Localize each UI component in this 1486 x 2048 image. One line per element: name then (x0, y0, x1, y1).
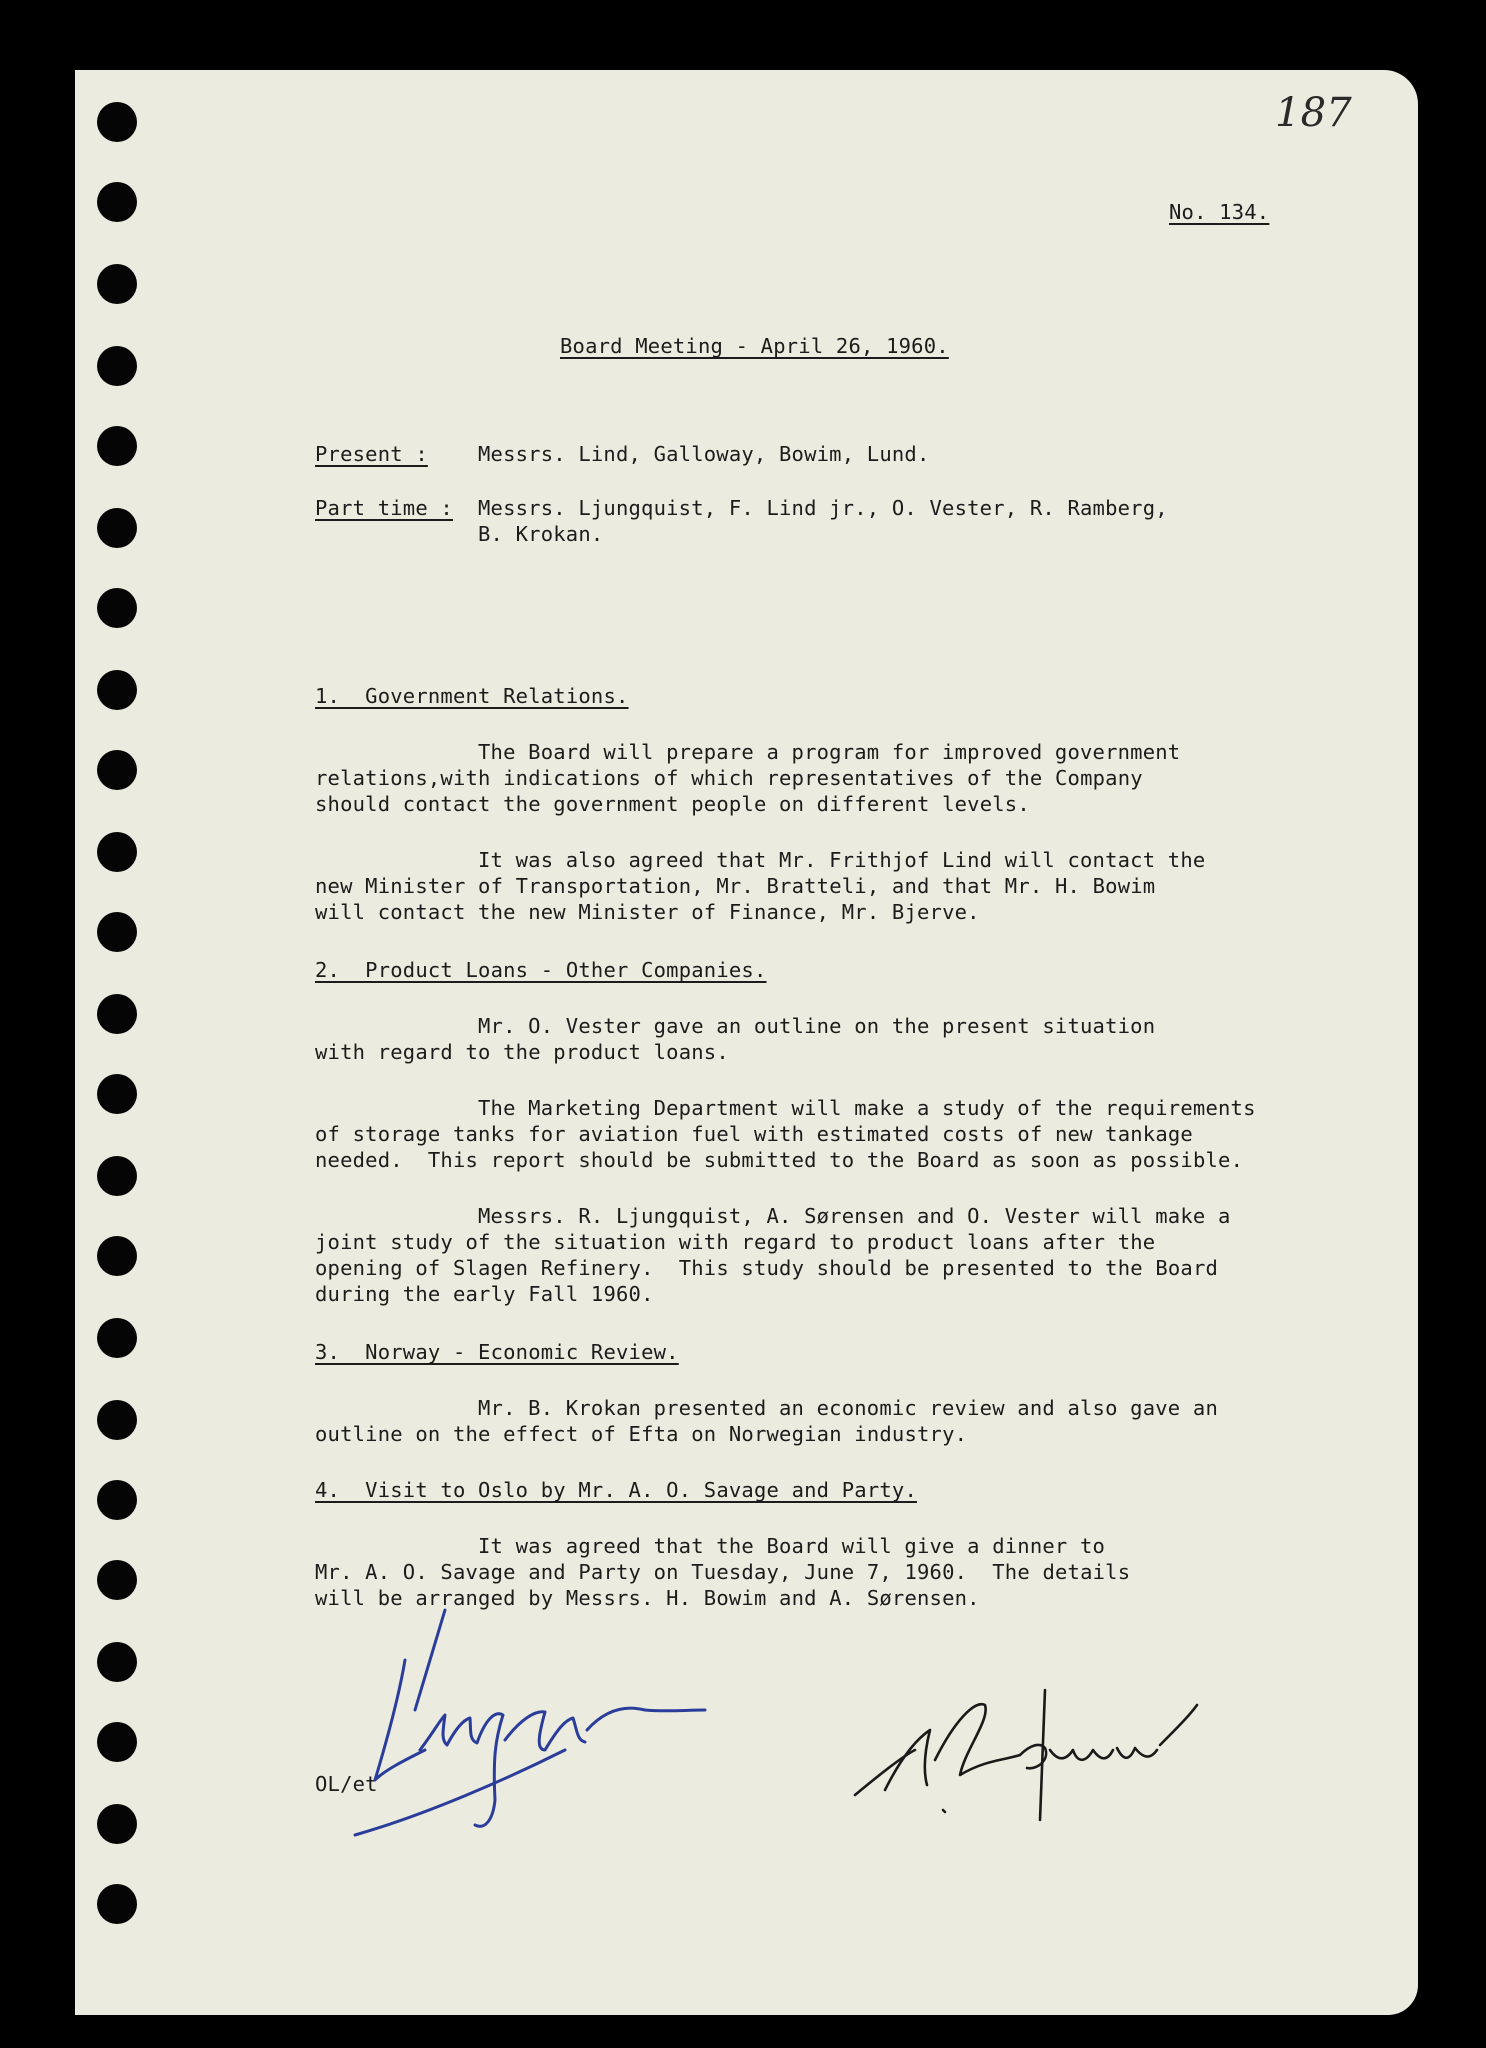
section-heading: 4. Visit to Oslo by Mr. A. O. Savage and Party. (315, 1478, 918, 1502)
section-heading: 2. Product Loans - Other Companies. (315, 958, 767, 982)
paragraph-line: The Marketing Department will make a study of the requirements (478, 1096, 1256, 1120)
paragraph-line: needed. This report should be submitted to the Board as soon as possible. (315, 1148, 1244, 1172)
paragraph-line: joint study of the situation with regard to product loans after the (315, 1230, 1156, 1254)
paragraph-line: should contact the government people on different levels. (315, 792, 1030, 816)
part-time-names: B. Krokan. (478, 522, 604, 546)
paragraph-line: relations,with indications of which representatives of the Company (315, 766, 1143, 790)
paragraph-line: Mr. B. Krokan presented an economic review and also gave an (478, 1396, 1218, 1420)
part-time-names: Messrs. Ljungquist, F. Lind jr., O. Vester, R. Ramberg, (478, 496, 1168, 520)
present-names: Messrs. Lind, Galloway, Bowim, Lund. (478, 442, 930, 466)
typist-initials: OL/et (315, 1772, 378, 1796)
part-time-label: Part time : (315, 496, 453, 520)
section-heading: 3. Norway - Economic Review. (315, 1340, 679, 1364)
paragraph-line: during the early Fall 1960. (315, 1282, 654, 1306)
handwritten-page-number: 187 (1275, 90, 1352, 136)
paragraph-line: new Minister of Transportation, Mr. Bratteli, and that Mr. H. Bowim (315, 874, 1156, 898)
section-heading: 1. Government Relations. (315, 684, 629, 708)
paragraph-line: with regard to the product loans. (315, 1040, 729, 1064)
paragraph-line: The Board will prepare a program for improved government (478, 740, 1181, 764)
paragraph-line: It was also agreed that Mr. Frithjof Lind will contact the (478, 848, 1206, 872)
document-page (75, 70, 1418, 2015)
paragraph-line: outline on the effect of Efta on Norwegian industry. (315, 1422, 968, 1446)
document-body (75, 70, 1418, 2015)
paragraph-line: will be arranged by Messrs. H. Bowim and A. Sørensen. (315, 1586, 980, 1610)
paragraph-line: will contact the new Minister of Finance, Mr. Bjerve. (315, 900, 980, 924)
signature-blue (345, 1600, 745, 1840)
paragraph-line: opening of Slagen Refinery. This study should be presented to the Board (315, 1256, 1219, 1280)
present-label: Present : (315, 442, 428, 466)
paragraph-line: Messrs. R. Ljungquist, A. Sørensen and O. Vester will make a (478, 1204, 1231, 1228)
paragraph-line: It was agreed that the Board will give a dinner to (478, 1534, 1106, 1558)
paragraph-line: Mr. A. O. Savage and Party on Tuesday, June 7, 1960. The details (315, 1560, 1131, 1584)
page-title: Board Meeting - April 26, 1960. (560, 334, 949, 358)
signature-black (845, 1610, 1395, 1840)
document-number: No. 134. (1169, 200, 1270, 224)
paragraph-line: Mr. O. Vester gave an outline on the present situation (478, 1014, 1156, 1038)
paragraph-line: of storage tanks for aviation fuel with estimated costs of new tankage (315, 1122, 1193, 1146)
